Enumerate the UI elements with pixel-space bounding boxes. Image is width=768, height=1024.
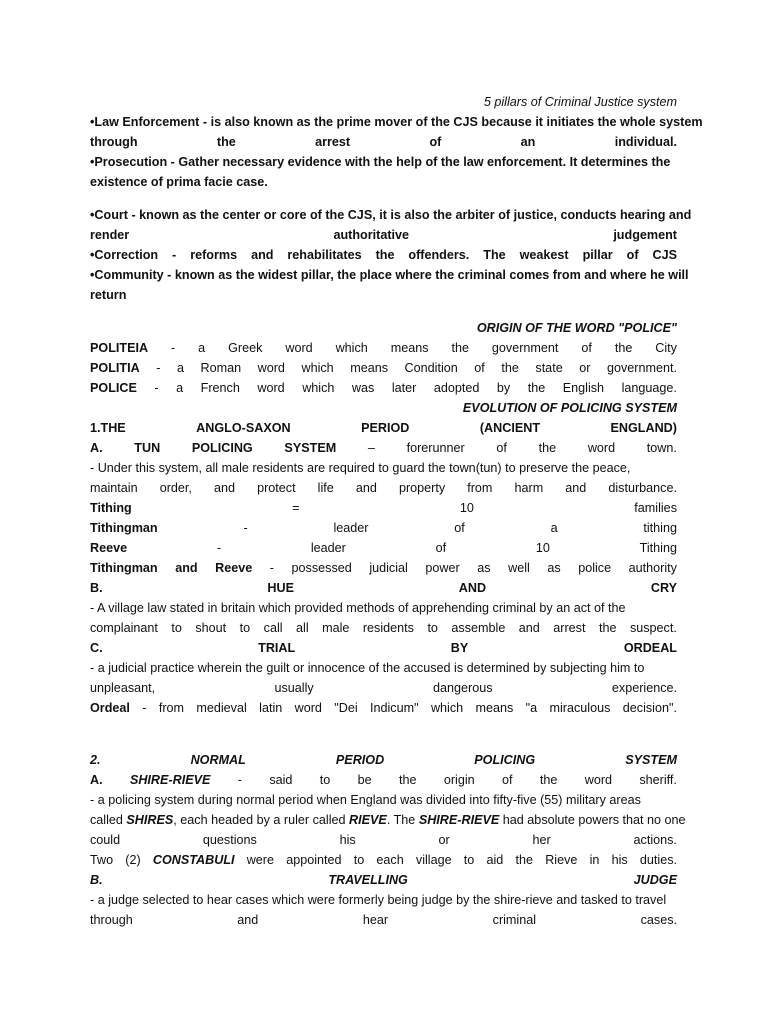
word: Reeve <box>90 541 128 555</box>
tithingman-reeve-row <box>90 558 677 578</box>
term-word: and <box>175 561 198 575</box>
word: and <box>213 481 235 495</box>
travel-description: - a judge selected to hear cases which were formerly being judge by the shire-rieve and tasked to travel <box>90 893 667 907</box>
word: property <box>398 481 446 495</box>
word: medieval <box>196 701 247 715</box>
word: Condition <box>404 361 458 375</box>
word: B. <box>90 581 103 595</box>
word: render <box>90 228 130 242</box>
word: sheriff. <box>639 773 677 787</box>
word: order, <box>159 481 192 495</box>
word: forerunner <box>406 441 465 455</box>
word: Two <box>90 853 114 867</box>
word: was <box>351 381 375 395</box>
word: B. <box>90 873 103 887</box>
word: French <box>200 381 240 395</box>
word: - <box>243 521 248 535</box>
period1-heading <box>90 418 677 438</box>
word: leader <box>333 521 369 535</box>
word: or <box>579 361 591 375</box>
word: - <box>154 381 159 395</box>
word: - <box>216 541 222 555</box>
text-run: . The <box>386 813 419 827</box>
term-word: Reeve <box>215 561 253 575</box>
word: BY <box>450 641 469 655</box>
term: Ordeal <box>90 701 130 715</box>
word: as <box>547 561 561 575</box>
shire-rieve-term: SHIRE-RIEVE <box>418 813 500 827</box>
word: shout <box>195 621 227 635</box>
word: - <box>269 561 274 575</box>
word: language. <box>621 381 677 395</box>
word: adopted <box>433 381 480 395</box>
word: to <box>319 773 331 787</box>
word: to <box>427 621 438 635</box>
term-word: Tithingman <box>90 561 158 575</box>
word: and <box>518 621 540 635</box>
word: word <box>257 361 285 375</box>
origin-politeia <box>90 338 677 358</box>
tun-description-cont <box>90 478 677 498</box>
shire-heading <box>90 770 677 790</box>
pillar-prosecution: •Prosecution - Gather necessary evidence with the help of the law enforcement. It determines the <box>90 155 671 169</box>
word: origin <box>443 773 475 787</box>
word: 10 <box>535 541 550 555</box>
word: the <box>614 341 633 355</box>
word: or <box>438 833 450 847</box>
word: judicial <box>369 561 408 575</box>
pillar-community-cont: return <box>90 288 127 302</box>
period2-heading <box>90 750 677 770</box>
word: 2. <box>90 753 101 767</box>
word: PERIOD <box>335 753 385 767</box>
word: town. <box>646 441 677 455</box>
word: hear <box>362 913 389 927</box>
tithingman-row <box>90 518 677 538</box>
word: residents <box>362 621 414 635</box>
word: reforms <box>190 248 238 262</box>
word: of <box>496 441 507 455</box>
word: the <box>501 361 519 375</box>
word: life <box>317 481 334 495</box>
word: to <box>463 853 475 867</box>
word: criminal <box>492 913 537 927</box>
word: judgement <box>613 228 677 242</box>
word: call <box>263 621 283 635</box>
hue-heading <box>90 578 677 598</box>
word: Rieve <box>545 853 578 867</box>
word: suspect. <box>629 621 677 635</box>
ordeal-row <box>90 698 677 718</box>
word: the <box>451 341 469 355</box>
word: – <box>367 441 375 455</box>
word: means <box>350 361 389 375</box>
constabuli-term: CONSTABULI <box>152 853 235 867</box>
text-run: called <box>90 813 127 827</box>
word: pillar <box>582 248 613 262</box>
word: 10 <box>459 501 474 515</box>
word: A. <box>90 441 103 455</box>
word: the <box>375 248 395 262</box>
word: SYSTEM <box>284 441 337 455</box>
word: of <box>454 521 465 535</box>
shire-description-cont2 <box>90 830 677 850</box>
word: a <box>550 521 558 535</box>
word: which <box>430 701 464 715</box>
word: which <box>301 361 334 375</box>
document-title <box>90 92 677 112</box>
word: all <box>296 621 309 635</box>
word: maintain <box>90 481 138 495</box>
word: through <box>90 913 133 927</box>
word: authority <box>628 561 677 575</box>
word: •Correction <box>90 248 159 262</box>
word: means <box>475 701 514 715</box>
origin-police <box>90 378 677 398</box>
word: government. <box>606 361 677 375</box>
word: decision". <box>622 701 677 715</box>
word: Greek <box>228 341 263 355</box>
word: and <box>237 913 259 927</box>
pillar-law-enforcement-cont <box>90 132 677 152</box>
word: of <box>474 361 485 375</box>
word: - <box>171 341 176 355</box>
word: harm <box>514 481 544 495</box>
word: families <box>634 501 677 515</box>
trial-description: - a judicial practice wherein the guilt or innocence of the accused is determined by subjecting him to <box>90 661 645 675</box>
word: Roman <box>200 361 242 375</box>
origin-politia <box>90 358 677 378</box>
word: Tithing <box>639 541 677 555</box>
word: through <box>90 135 138 149</box>
word: authoritative <box>333 228 410 242</box>
word: offenders. <box>408 248 470 262</box>
word: state <box>535 361 563 375</box>
word: a <box>176 361 184 375</box>
travel-description-cont <box>90 910 677 930</box>
word: word <box>294 701 322 715</box>
hue-description: - A village law stated in britain which provided methods of apprehending criminal by an act of the <box>90 601 626 615</box>
word: his <box>339 833 356 847</box>
word: an <box>520 135 536 149</box>
word: English <box>562 381 605 395</box>
word: - <box>237 773 242 787</box>
word: which <box>335 341 368 355</box>
word: from <box>158 701 185 715</box>
word: village <box>415 853 452 867</box>
shire-rieve-term: SHIRE-RIEVE <box>129 773 211 787</box>
word: duties. <box>639 853 677 867</box>
word: ORDEAL <box>623 641 677 655</box>
word: word <box>257 381 285 395</box>
shire-description-cont <box>90 810 686 830</box>
tun-description: - Under this system, all male residents are required to guard the town(tun) to preserve the peace, <box>90 461 631 475</box>
word: from <box>467 481 493 495</box>
travel-heading <box>90 870 677 890</box>
word: to <box>353 853 365 867</box>
word: well <box>508 561 530 575</box>
word: 1.THE <box>90 421 126 435</box>
word: Tithing <box>90 501 132 515</box>
title-text: 5 pillars of Criminal Justice system <box>483 95 677 109</box>
word: as <box>477 561 491 575</box>
word: unpleasant, <box>90 681 156 695</box>
shire-description: - a policing system during normal period when England was divided into fifty-five (55) military areas <box>90 793 641 807</box>
word: of <box>502 773 513 787</box>
pillar-correction <box>90 245 677 265</box>
word: the <box>598 621 617 635</box>
word: disturbance. <box>608 481 677 495</box>
word: arrest <box>553 621 586 635</box>
tun-heading <box>90 438 677 458</box>
term: POLICE <box>90 381 137 395</box>
word: NORMAL <box>190 753 246 767</box>
word: of <box>581 341 592 355</box>
word: JUDGE <box>633 873 677 887</box>
word: arrest <box>315 135 351 149</box>
word: "a <box>525 701 538 715</box>
word: government <box>491 341 559 355</box>
word: the <box>538 441 557 455</box>
hue-description-cont <box>90 618 677 638</box>
word: HUE <box>267 581 294 595</box>
text-run: had absolute powers that no one <box>499 813 686 827</box>
word: CRY <box>650 581 677 595</box>
word: dangerous <box>433 681 493 695</box>
trial-heading <box>90 638 677 658</box>
word: TUN <box>134 441 161 455</box>
word: The <box>483 248 506 262</box>
word: questions <box>202 833 257 847</box>
word: later <box>391 381 417 395</box>
word: said <box>269 773 293 787</box>
word: CJS <box>652 248 677 262</box>
word: - <box>142 701 147 715</box>
word: = <box>292 501 300 515</box>
evolution-heading: EVOLUTION OF POLICING SYSTEM <box>462 401 677 415</box>
word: POLICING <box>191 441 253 455</box>
word: the <box>515 853 534 867</box>
word: her <box>532 833 551 847</box>
word: the <box>539 773 558 787</box>
word: Indicum" <box>370 701 419 715</box>
word: aid <box>486 853 504 867</box>
word: leader <box>310 541 346 555</box>
word: be <box>357 773 372 787</box>
trial-description-cont <box>90 678 677 698</box>
pillar-community: •Community - known as the widest pillar, the place where the criminal comes from and where he will <box>90 268 689 282</box>
word: in <box>589 853 600 867</box>
term: POLITIA <box>90 361 140 375</box>
word: appointed <box>286 853 342 867</box>
word: police <box>578 561 612 575</box>
pillar-prosecution-cont: existence of prima facie case. <box>90 175 268 189</box>
word: a <box>176 381 184 395</box>
tithing-row <box>90 498 677 518</box>
word: the <box>398 773 417 787</box>
word: male <box>322 621 350 635</box>
word: usually <box>274 681 314 695</box>
text-run: , each headed by a ruler called <box>173 813 350 827</box>
word: to <box>239 621 251 635</box>
word: to <box>171 621 182 635</box>
word: (ANCIENT <box>479 421 541 435</box>
word: cases. <box>640 913 677 927</box>
pillar-court: •Court - known as the center or core of the CJS, it is also the arbiter of justice, conducts hearing and <box>90 208 692 222</box>
word: actions. <box>633 833 677 847</box>
word: "Dei <box>334 701 358 715</box>
section-letter: A. <box>90 773 103 787</box>
word: AND <box>458 581 487 595</box>
word: of <box>429 135 442 149</box>
word: the <box>527 381 546 395</box>
word: possessed <box>291 561 352 575</box>
word: word <box>285 341 313 355</box>
shires-term: SHIRES <box>126 813 174 827</box>
word: power <box>425 561 460 575</box>
word: assemble <box>451 621 506 635</box>
term: POLITEIA <box>90 341 149 355</box>
word: POLICING <box>474 753 536 767</box>
word: TRAVELLING <box>328 873 408 887</box>
word: weakest <box>519 248 569 262</box>
rieve-term: RIEVE <box>349 813 387 827</box>
word: of <box>626 248 639 262</box>
word: the <box>216 135 236 149</box>
word: complainant <box>90 621 158 635</box>
origin-heading: ORIGIN OF THE WORD "POLICE" <box>476 321 677 335</box>
word: could <box>90 833 121 847</box>
word: (2) <box>125 853 141 867</box>
word: latin <box>259 701 283 715</box>
constabuli-row <box>90 850 677 870</box>
word: of <box>435 541 447 555</box>
word: protect <box>257 481 296 495</box>
reeve-row <box>90 538 677 558</box>
word: by <box>496 381 511 395</box>
word: rehabilitates <box>287 248 362 262</box>
word: and <box>251 248 274 262</box>
word: TRIAL <box>258 641 296 655</box>
word: - <box>172 248 177 262</box>
word: PERIOD <box>361 421 410 435</box>
word: City <box>655 341 677 355</box>
word: experience. <box>611 681 677 695</box>
word: miraculous <box>549 701 611 715</box>
word: and <box>565 481 587 495</box>
word: SYSTEM <box>625 753 677 767</box>
word: which <box>302 381 335 395</box>
word: word <box>584 773 613 787</box>
word: word <box>587 441 616 455</box>
word: a <box>198 341 206 355</box>
word: Tithingman <box>90 521 158 535</box>
pillar-court-cont <box>90 225 677 245</box>
word: - <box>156 361 161 375</box>
word: his <box>611 853 628 867</box>
word: and <box>355 481 377 495</box>
word: were <box>246 853 274 867</box>
word: ENGLAND) <box>610 421 677 435</box>
word: each <box>376 853 404 867</box>
word: tithing <box>643 521 677 535</box>
word: ANGLO-SAXON <box>196 421 291 435</box>
pillar-law-enforcement: •Law Enforcement - is also known as the prime mover of the CJS because it initiates the whole system <box>90 115 703 129</box>
word: means <box>390 341 429 355</box>
word: individual. <box>614 135 677 149</box>
word: C. <box>90 641 103 655</box>
